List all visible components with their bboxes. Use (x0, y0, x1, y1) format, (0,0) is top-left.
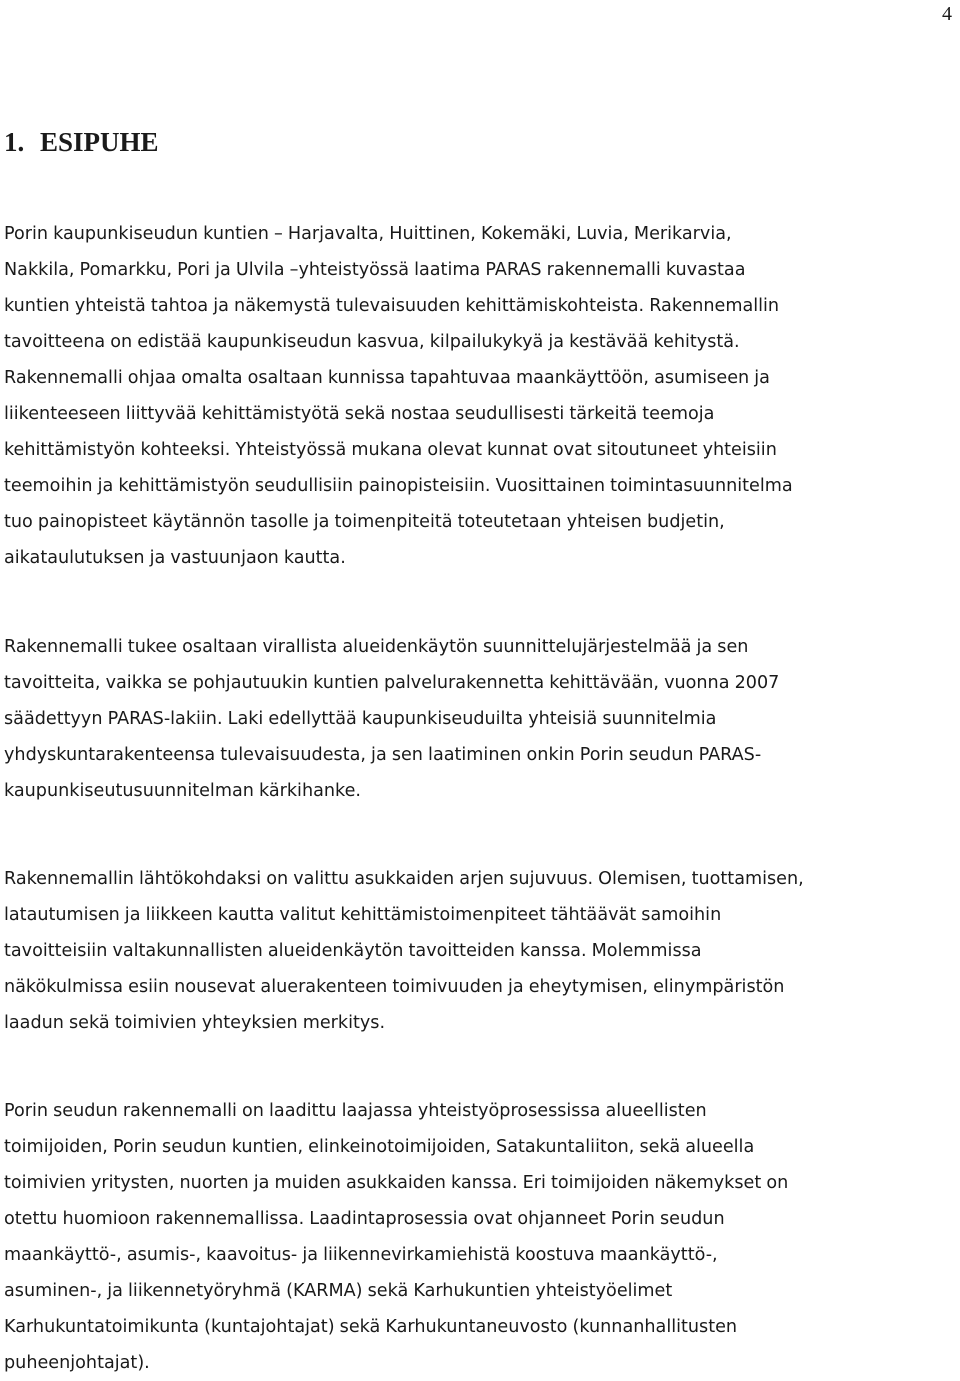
text-line: puheenjohtajat). (4, 1353, 150, 1373)
text-line: maankäyttö-, asumis-, kaavoitus- ja liikennevirkamiehistä koostuva maankäyttö-, (4, 1245, 718, 1265)
text-line: Rakennemalli ohjaa omalta osaltaan kunnissa tapahtuvaa maankäyttöön, asumiseen ja (4, 368, 770, 388)
text-line: toimijoiden, Porin seudun kuntien, elinkeinotoimijoiden, Satakuntaliiton, sekä alueella (4, 1137, 755, 1157)
text-line: yhdyskuntarakenteensa tulevaisuudesta, ja sen laatiminen onkin Porin seudun PARAS- (4, 745, 762, 765)
paragraph-2 (4, 629, 956, 809)
section-heading (4, 124, 159, 160)
text-line: otettu huomioon rakennemallissa. Laadintaprosessia ovat ohjanneet Porin seudun (4, 1209, 725, 1229)
text-line: teemoihin ja kehittämistyön seudullisiin painopisteisiin. Vuosittainen toimintasuunnitelma (4, 476, 793, 496)
text-line: tavoitteisiin valtakunnallisten alueidenkäytön tavoitteiden kanssa. Molemmissa (4, 941, 702, 961)
text-line: Karhukuntatoimikunta (kuntajohtajat) sekä Karhukuntaneuvosto (kunnanhallitusten (4, 1317, 738, 1337)
text-line: Nakkila, Pomarkku, Pori ja Ulvila –yhteistyössä laatima PARAS rakennemalli kuvastaa (4, 260, 746, 280)
text-line: tuo painopisteet käytännön tasolle ja toimenpiteitä toteutetaan yhteisen budjetin, (4, 512, 725, 532)
page-number: 4 (942, 3, 952, 25)
section-title: ESIPUHE (40, 127, 159, 157)
paragraph-1 (4, 216, 956, 576)
text-line: Porin kaupunkiseudun kuntien – Harjavalta, Huittinen, Kokemäki, Luvia, Merikarvia, (4, 224, 732, 244)
text-line: säädettyyn PARAS-lakiin. Laki edellyttää kaupunkiseuduilta yhteisiä suunnitelmia (4, 709, 717, 729)
text-line: kaupunkiseutusuunnitelman kärkihanke. (4, 781, 362, 801)
text-line: tavoitteena on edistää kaupunkiseudun kasvua, kilpailukykyä ja kestävää kehitystä. (4, 332, 740, 352)
text-line: toimivien yritysten, nuorten ja muiden asukkaiden kanssa. Eri toimijoiden näkemykset on (4, 1173, 789, 1193)
text-line: liikenteeseen liittyvää kehittämistyötä sekä nostaa seudullisesti tärkeitä teemoja (4, 404, 715, 424)
text-line: aikataulutuksen ja vastuunjaon kautta. (4, 548, 346, 568)
paragraph-4 (4, 1093, 956, 1381)
text-line: tavoitteita, vaikka se pohjautuukin kuntien palvelurakennetta kehittävään, vuonna 2007 (4, 673, 780, 693)
paragraph-3 (4, 861, 956, 1041)
text-line: kuntien yhteistä tahtoa ja näkemystä tulevaisuuden kehittämiskohteista. Rakennemallin (4, 296, 780, 316)
text-line: Rakennemallin lähtökohdaksi on valittu asukkaiden arjen sujuvuus. Olemisen, tuottamisen, (4, 869, 804, 889)
section-number: 1. (4, 127, 25, 157)
text-line: laadun sekä toimivien yhteyksien merkitys. (4, 1013, 386, 1033)
text-line: Porin seudun rakennemalli on laadittu laajassa yhteistyöprosessissa alueellisten (4, 1101, 707, 1121)
text-line: näkökulmissa esiin nousevat aluerakenteen toimivuuden ja eheytymisen, elinympäristön (4, 977, 785, 997)
text-line: kehittämistyön kohteeksi. Yhteistyössä mukana olevat kunnat ovat sitoutuneet yhteisiin (4, 440, 777, 460)
text-line: asuminen-, ja liikennetyöryhmä (KARMA) sekä Karhukuntien yhteistyöelimet (4, 1281, 673, 1301)
text-line: latautumisen ja liikkeen kautta valitut kehittämistoimenpiteet tähtäävät samoihin (4, 905, 722, 925)
text-line: Rakennemalli tukee osaltaan virallista alueidenkäytön suunnittelujärjestelmää ja sen (4, 637, 749, 657)
